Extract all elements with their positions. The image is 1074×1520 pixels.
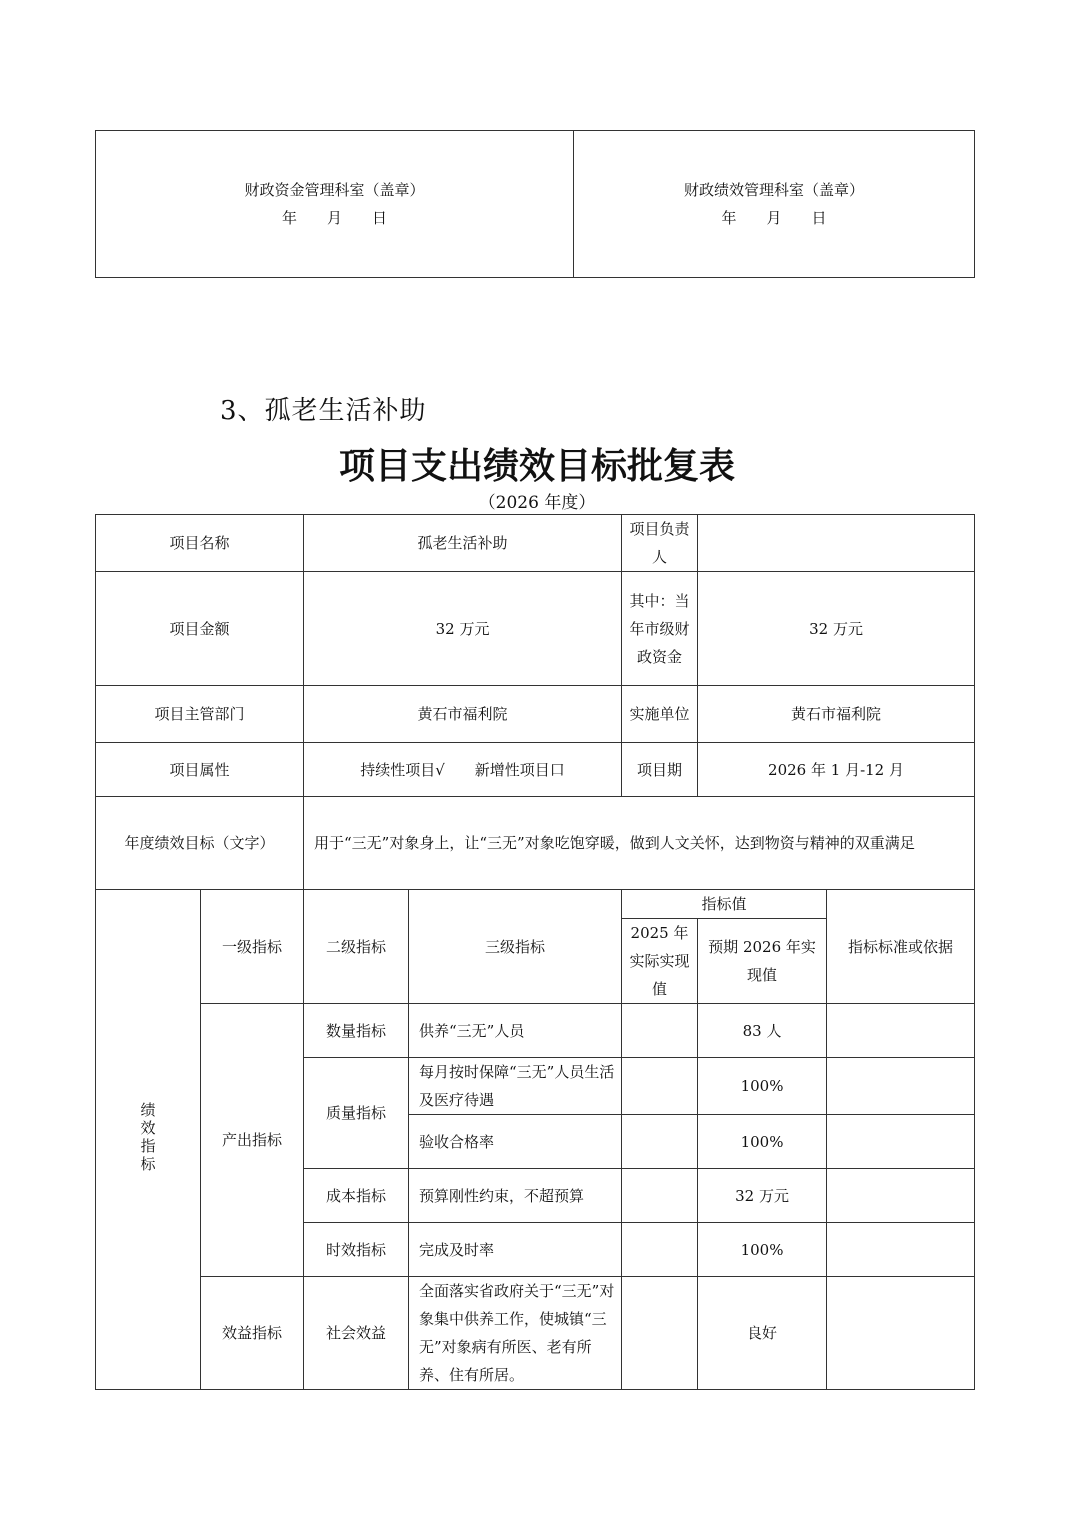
table-row bbox=[96, 1004, 975, 1058]
page-title: 项目支出绩效目标批复表 bbox=[338, 445, 735, 487]
standard-cell bbox=[827, 1058, 975, 1115]
performance-target-table bbox=[95, 514, 975, 1390]
level2-cell: 成本指标 bbox=[304, 1169, 409, 1223]
actual-value-cell bbox=[622, 1169, 698, 1223]
header-level3: 三级指标 bbox=[409, 890, 622, 1004]
table-row bbox=[96, 572, 975, 686]
project-attribute-value: 持续性项目√ 新增性项目口 bbox=[304, 743, 622, 797]
project-name-value: 孤老生活补助 bbox=[304, 515, 622, 572]
level3-cell: 验收合格率 bbox=[409, 1115, 622, 1169]
project-period-value: 2026 年 1 月-12 月 bbox=[698, 743, 975, 797]
city-fund-value: 32 万元 bbox=[698, 572, 975, 686]
level2-cell: 时效指标 bbox=[304, 1223, 409, 1277]
actual-value-cell bbox=[622, 1277, 698, 1390]
performance-office-date: 年 月 日 bbox=[721, 209, 827, 227]
year-subtitle: （2026 年度） bbox=[478, 493, 596, 513]
city-fund-label: 其中：当年市级财政资金 bbox=[622, 572, 698, 686]
header-actual-2025: 2025 年实际实现值 bbox=[622, 919, 698, 1004]
table-row bbox=[96, 1277, 975, 1390]
annual-goal-text: 用于“三无”对象身上，让“三无”对象吃饱穿暖，做到人文关怀，达到物资与精神的双重满足 bbox=[304, 797, 975, 890]
performance-office-label: 财政绩效管理科室（盖章） bbox=[683, 181, 864, 199]
level3-cell: 供养“三无”人员 bbox=[409, 1004, 622, 1058]
benefit-indicator-label: 效益指标 bbox=[201, 1277, 304, 1390]
project-leader-label: 项目负责人 bbox=[622, 515, 698, 572]
actual-value-cell bbox=[622, 1115, 698, 1169]
actual-value-cell bbox=[622, 1058, 698, 1115]
project-period-label: 项目期 bbox=[622, 743, 698, 797]
project-amount-value: 32 万元 bbox=[304, 572, 622, 686]
section-heading: 3、孤老生活补助 bbox=[220, 396, 427, 426]
signature-table bbox=[95, 130, 975, 278]
standard-cell bbox=[827, 1169, 975, 1223]
level3-cell: 完成及时率 bbox=[409, 1223, 622, 1277]
actual-value-cell bbox=[622, 1223, 698, 1277]
annual-goal-label: 年度绩效目标（文字） bbox=[96, 797, 304, 890]
fund-office-seal-cell bbox=[96, 131, 574, 278]
standard-cell bbox=[827, 1277, 975, 1390]
table-row bbox=[96, 743, 975, 797]
level3-cell: 预算刚性约束，不超预算 bbox=[409, 1169, 622, 1223]
output-indicator-label: 产出指标 bbox=[201, 1004, 304, 1277]
expected-value-cell: 83 人 bbox=[698, 1004, 827, 1058]
fund-office-date: 年 月 日 bbox=[281, 209, 387, 227]
project-leader-value bbox=[698, 515, 975, 572]
header-expected-2026: 预期 2026 年实现值 bbox=[698, 919, 827, 1004]
expected-value-cell: 良好 bbox=[698, 1277, 827, 1390]
level2-cell: 社会效益 bbox=[304, 1277, 409, 1390]
standard-cell bbox=[827, 1004, 975, 1058]
header-level1: 一级指标 bbox=[201, 890, 304, 1004]
department-label: 项目主管部门 bbox=[96, 686, 304, 743]
performance-office-seal-cell bbox=[574, 131, 975, 278]
table-row bbox=[96, 797, 975, 890]
indicators-side-label bbox=[96, 890, 201, 1390]
fund-office-label: 财政资金管理科室（盖章） bbox=[244, 181, 425, 199]
header-level2: 二级指标 bbox=[304, 890, 409, 1004]
project-attribute-label: 项目属性 bbox=[96, 743, 304, 797]
project-name-label: 项目名称 bbox=[96, 515, 304, 572]
header-standard: 指标标准或依据 bbox=[827, 890, 975, 1004]
level2-cell: 数量指标 bbox=[304, 1004, 409, 1058]
expected-value-cell: 100% bbox=[698, 1223, 827, 1277]
level2-cell: 质量指标 bbox=[304, 1058, 409, 1169]
expected-value-cell: 100% bbox=[698, 1058, 827, 1115]
expected-value-cell: 32 万元 bbox=[698, 1169, 827, 1223]
standard-cell bbox=[827, 1115, 975, 1169]
indicators-side-text: 绩效指标 bbox=[140, 1101, 156, 1173]
level3-cell: 全面落实省政府关于“三无”对象集中供养工作，使城镇“三无”对象病有所医、老有所养、住有所居。 bbox=[409, 1277, 622, 1390]
standard-cell bbox=[827, 1223, 975, 1277]
project-amount-label: 项目金额 bbox=[96, 572, 304, 686]
implementer-label: 实施单位 bbox=[622, 686, 698, 743]
table-row bbox=[96, 515, 975, 572]
table-row bbox=[96, 686, 975, 743]
department-value: 黄石市福利院 bbox=[304, 686, 622, 743]
level3-cell: 每月按时保障“三无”人员生活及医疗待遇 bbox=[409, 1058, 622, 1115]
header-value-group: 指标值 bbox=[622, 890, 827, 919]
table-row bbox=[96, 890, 975, 919]
expected-value-cell: 100% bbox=[698, 1115, 827, 1169]
implementer-value: 黄石市福利院 bbox=[698, 686, 975, 743]
actual-value-cell bbox=[622, 1004, 698, 1058]
